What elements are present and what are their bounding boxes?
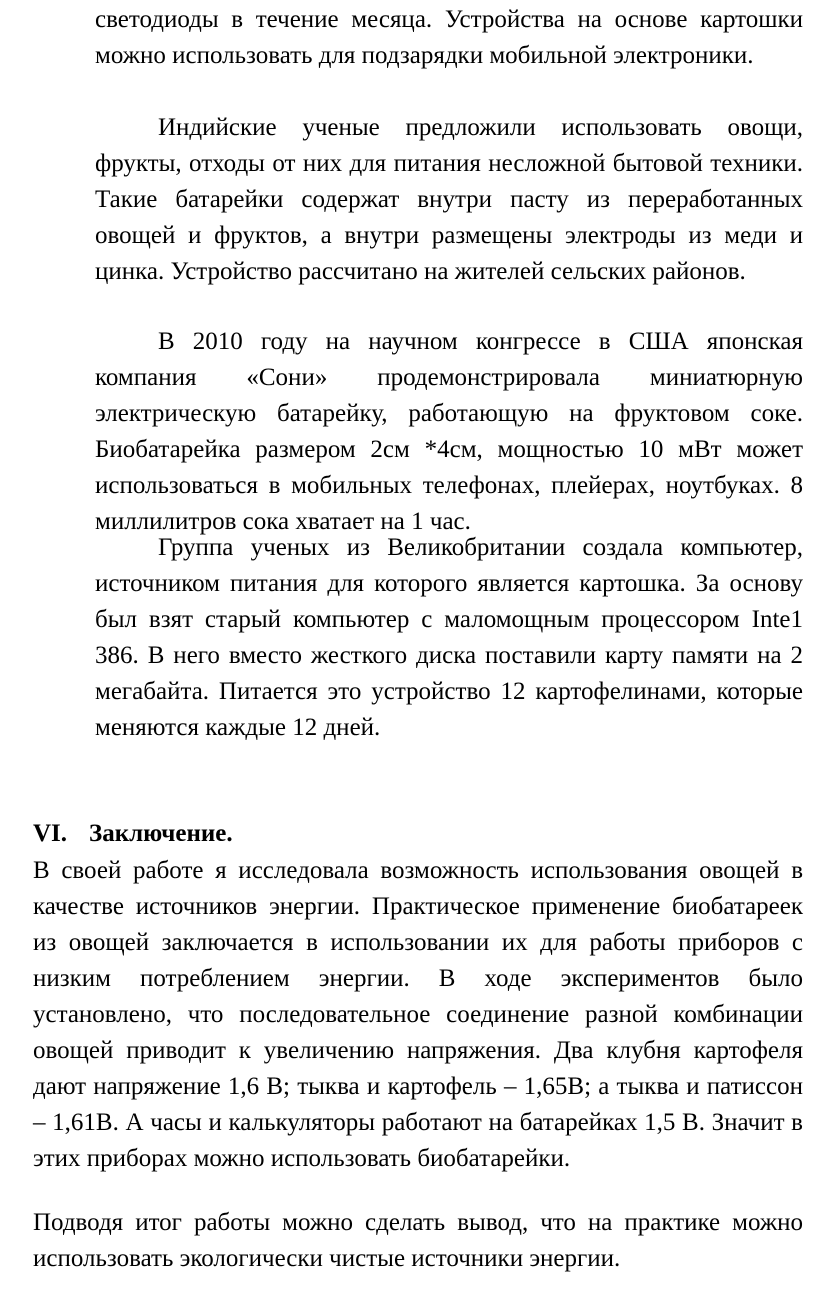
paragraph-sony-battery: В 2010 году на научном конгрессе в США японская компания «Сони» продемонстрировала миниатюрную электрическую батарейку, работающую на фруктовом соке. Биобатарейка размером 2см *4см, мощностью 10 мВт может использоваться в мобильных телефонах, плейерах, ноутбуках. 8 миллилитров сока хватает на 1 час. [95,328,803,535]
section-title: Заключение. [89,820,233,847]
section-number: VI. [33,820,68,847]
section-heading [33,816,233,852]
paragraph-indian-scientists: Индийские ученые предложили использовать овощи, фрукты, отходы от них для питания несложной бытовой техники. Такие батарейки содержат внутри пасту из переработанных овощей и фруктов, а внутри размещены электроды из меди и цинка. Устройство рассчитано на жителей сельских районов. [95,114,803,285]
paragraph-conclusion-final: Подводя итог работы можно сделать вывод, что на практике можно использовать экологически чистые источники энергии. [33,1209,803,1272]
paragraph-continuation: светодиоды в течение месяца. Устройства на основе картошки можно использовать для подзарядки мобильной электроники. [95,6,803,69]
paragraph-potato-computer: Группа ученых из Великобритании создала компьютер, источником питания для которого является картошка. За основу был взят старый компьютер с маломощным процессором Inte1 386. В него вместо жесткого диска поставили карту памяти на 2 мегабайта. Питается это устройство 12 картофелинами, которые меняются каждые 12 дней. [95,534,803,741]
paragraph-conclusion-main: В своей работе я исследовала возможность использования овощей в качестве источников энергии. Практическое применение биобатареек из овощей заключается в использовании их для работы приборов с низким потреблением энергии. В ходе экспериментов было установлено, что последовательное соединение разной комбинации овощей приводит к увеличению напряжения. Два клубня картофеля дают напряжение 1,6 В; тыква и картофель – 1,65В; а тыква и патиссон – 1,61В. А часы и калькуляторы работают на батарейках 1,5 В. Значит в этих приборах можно использовать биобатарейки. [33,857,803,1172]
